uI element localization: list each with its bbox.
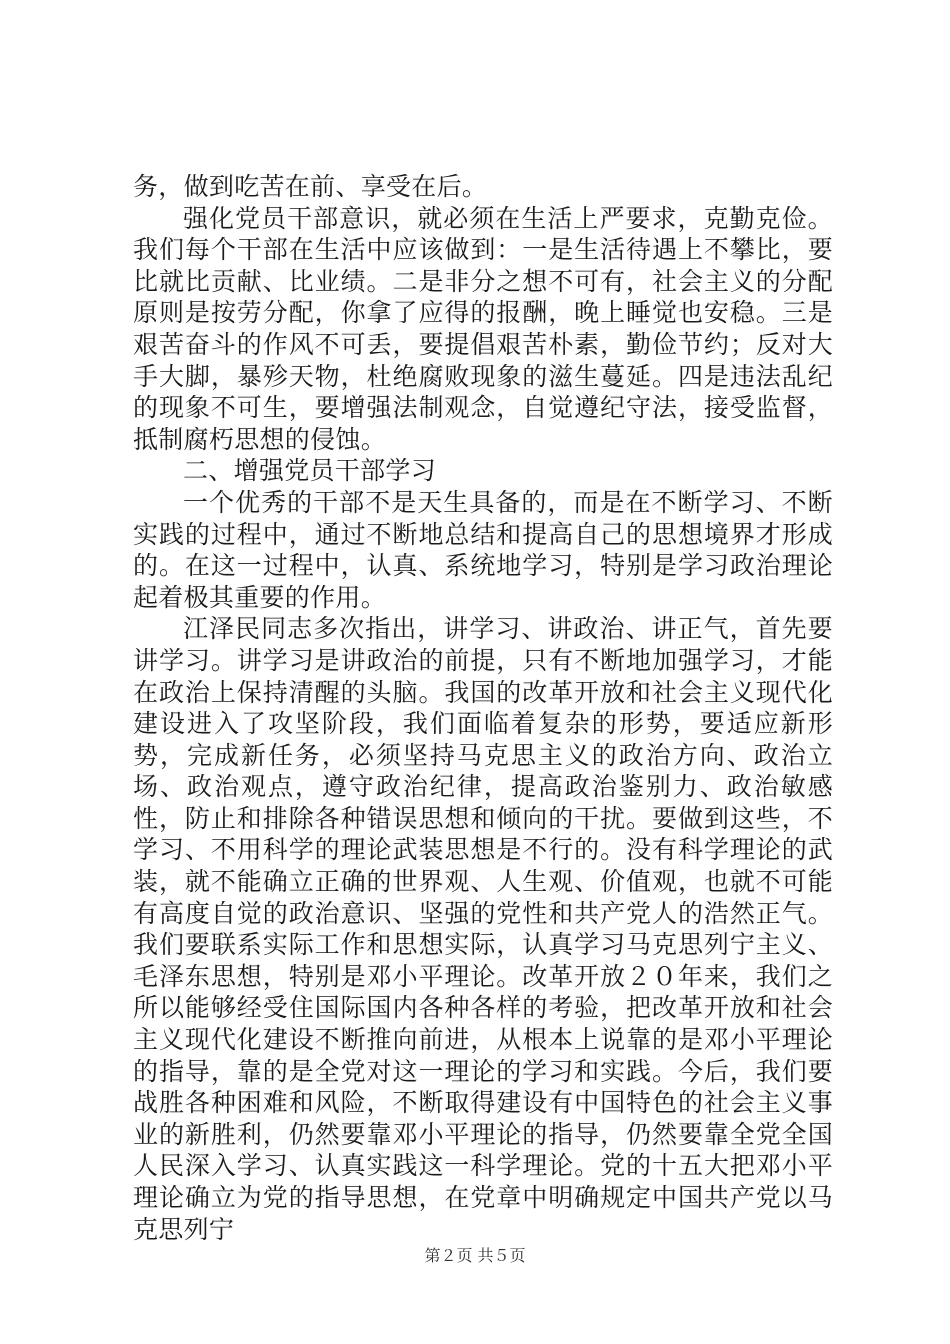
page-footer [0, 1243, 950, 1266]
paragraph-jiang-zemin-study: 江泽民同志多次指出，讲学习、讲政治、讲正气，首先要讲学习。讲学习是讲政治的前提，只有不断地加强学习，才能在政治上保持清醒的头脑。我国的改革开放和社会主义现代化建设进入了攻坚阶段，我们面临着复杂的形势，要适应新形势，完成新任务，必须坚持马克思主义的政治方向、政治立场、政治观点，遵守政治纪律，提高政治鉴别力、政治敏感性，防止和排除各种错误思想和倾向的干扰。要做到这些，不学习、不用科学的理论武装思想是不行的。没有科学理论的武装，就不能确立正确的世界观、人生观、价值观，也就不可能有高度自觉的政治意识、坚强的党性和共产党人的浩然正气。我们要联系实际工作和思想实际，认真学习马克思列宁主义、毛泽东思想，特别是邓小平理论。改革开放２０年来，我们之所以能够经受住国际国内各种各样的考验，把改革开放和社会主义现代化建设不断推向前进，从根本上说靠的是邓小平理论的指导，靠的是全党对这一理论的学习和实践。今后，我们要战胜各种困难和风险，不断取得建设有中国特色的社会主义事业的新胜利，仍然要靠邓小平理论的指导，仍然要靠全党全国人民深入学习、认真实践这一科学理论。党的十五大把邓小平理论确立为党的指导思想，在党章中明确规定中国共产党以马克思列宁 [133, 614, 833, 1244]
paragraph-excellent-cadre: 一个优秀的干部不是天生具备的，而是在不断学习、不断实践的过程中，通过不断地总结和提高自己的思想境界才形成的。在这一过程中，认真、系统地学习，特别是学习政治理论起着极其重要的作用。 [133, 487, 833, 612]
paragraph-life-discipline: 强化党员干部意识，就必须在生活上严要求，克勤克俭。我们每个干部在生活中应该做到：一是生活待遇上不攀比，要比就比贡献、比业绩。二是非分之想不可有，社会主义的分配原则是按劳分配，你拿了应得的报酬，晚上睡觉也安稳。三是艰苦奋斗的作风不可丢，要提倡艰苦朴素，勤俭节约；反对大手大脚，暴殄天物，杜绝腐败现象的滋生蔓延。四是违法乱纪的现象不可生，要增强法制观念，自觉遵纪守法，接受监督，抵制腐朽思想的侵蚀。 [133, 203, 833, 454]
document-body [133, 171, 833, 1245]
page-number-label: 第２页 共５页 [424, 1246, 526, 1265]
paragraph-continuation: 务，做到吃苦在前、享受在后。 [133, 172, 488, 201]
section-heading-study: 二、增强党员干部学习 [183, 456, 437, 486]
